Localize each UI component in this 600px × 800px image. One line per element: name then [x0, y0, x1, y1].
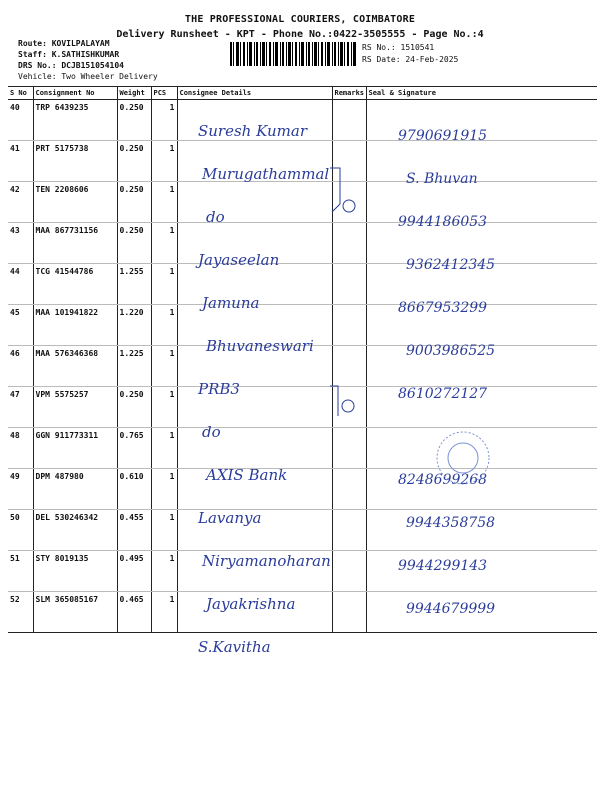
handwritten-consignee: Jayakrishna: [206, 595, 296, 613]
runsheet-table: [8, 86, 597, 633]
consignment-cell: TRP 6439235: [33, 100, 117, 141]
pcs-cell: 1: [151, 592, 177, 633]
remarks-cell: [332, 469, 366, 510]
handwritten-consignee: S.Kavitha: [198, 638, 271, 656]
consignment-cell: SLM 365085167: [33, 592, 117, 633]
handwritten-signature: 9362412345: [406, 257, 496, 273]
remarks-cell: [332, 141, 366, 182]
handwritten-signature: 8248699268: [398, 472, 488, 488]
remarks-cell: [332, 100, 366, 141]
handwritten-signature: S. Bhuvan: [406, 171, 478, 187]
table-row: [8, 264, 597, 305]
table-row: [8, 428, 597, 469]
consignee-cell: [177, 182, 332, 223]
pcs-cell: 1: [151, 551, 177, 592]
handwritten-consignee: PRB3: [198, 380, 240, 398]
sno-cell: 45: [8, 305, 33, 346]
remarks-cell: [332, 223, 366, 264]
weight-cell: 0.495: [117, 551, 151, 592]
vehicle-label: Vehicle: Two Wheeler Delivery: [18, 72, 158, 81]
table-row: [8, 223, 597, 264]
signature-cell: [366, 428, 597, 469]
weight-cell: 0.250: [117, 100, 151, 141]
weight-cell: 0.765: [117, 428, 151, 469]
consignment-cell: TEN 2208606: [33, 182, 117, 223]
col-header-signature: Seal & Signature: [366, 87, 597, 100]
signature-cell: [366, 223, 597, 264]
pcs-cell: 1: [151, 305, 177, 346]
table-header-row: [8, 87, 597, 100]
sno-cell: 43: [8, 223, 33, 264]
barcode-image: [230, 42, 356, 66]
handwritten-consignee: Niryamanoharan: [202, 552, 331, 570]
remarks-cell: [332, 305, 366, 346]
pcs-cell: 1: [151, 182, 177, 223]
staff-label: Staff: K.SATHISHKUMAR: [18, 50, 120, 59]
consignee-cell: [177, 551, 332, 592]
remarks-cell: [332, 387, 366, 428]
remarks-cell: [332, 346, 366, 387]
consignment-cell: MAA 101941822: [33, 305, 117, 346]
pcs-cell: 1: [151, 510, 177, 551]
handwritten-signature: 9944299143: [398, 558, 488, 574]
route-label: Route: KOVILPALAYAM: [18, 39, 110, 48]
consignee-cell: [177, 387, 332, 428]
consignment-cell: GGN 911773311: [33, 428, 117, 469]
signature-cell: [366, 469, 597, 510]
table-row: [8, 387, 597, 428]
col-header-consignee: Consignee Details: [177, 87, 332, 100]
col-header-weight: Weight: [117, 87, 151, 100]
consignee-cell: [177, 592, 332, 633]
sno-cell: 48: [8, 428, 33, 469]
weight-cell: 1.225: [117, 346, 151, 387]
handwritten-signature: 9944186053: [398, 214, 488, 230]
signature-cell: [366, 264, 597, 305]
col-header-remarks: Remarks: [332, 87, 366, 100]
handwritten-consignee: Bhuvaneswari: [206, 337, 314, 355]
pcs-cell: 1: [151, 469, 177, 510]
rs-number: RS No.: 1510541: [362, 43, 435, 52]
consignee-cell: [177, 428, 332, 469]
handwritten-consignee: Suresh Kumar: [198, 122, 307, 140]
consignment-cell: VPM 5575257: [33, 387, 117, 428]
sno-cell: 40: [8, 100, 33, 141]
pcs-cell: 1: [151, 141, 177, 182]
consignee-cell: [177, 264, 332, 305]
handwritten-signature: 9944679999: [406, 601, 496, 617]
signature-cell: [366, 100, 597, 141]
signature-cell: [366, 510, 597, 551]
handwritten-consignee: Murugathammal: [202, 165, 330, 183]
handwritten-consignee: Jamuna: [202, 294, 260, 312]
signature-cell: [366, 592, 597, 633]
consignment-cell: MAA 867731156: [33, 223, 117, 264]
signature-cell: [366, 305, 597, 346]
table-row: [8, 141, 597, 182]
consignee-cell: [177, 100, 332, 141]
consignee-cell: [177, 141, 332, 182]
remarks-cell: [332, 510, 366, 551]
consignee-cell: [177, 305, 332, 346]
consignment-cell: DPM 487980: [33, 469, 117, 510]
handwritten-signature: 9003986525: [406, 343, 496, 359]
weight-cell: 0.250: [117, 182, 151, 223]
table-row: [8, 469, 597, 510]
page-subtitle: Delivery Runsheet - KPT - Phone No.:0422-3505555 - Page No.:4: [116, 29, 484, 40]
weight-cell: 0.455: [117, 510, 151, 551]
table-row: [8, 346, 597, 387]
weight-cell: 1.255: [117, 264, 151, 305]
signature-cell: [366, 551, 597, 592]
pcs-cell: 1: [151, 223, 177, 264]
weight-cell: 0.610: [117, 469, 151, 510]
sno-cell: 47: [8, 387, 33, 428]
weight-cell: 0.465: [117, 592, 151, 633]
remarks-cell: [332, 428, 366, 469]
remarks-cell: [332, 592, 366, 633]
table-row: [8, 551, 597, 592]
rs-date: RS Date: 24-Feb-2025: [362, 55, 459, 64]
consignee-cell: [177, 510, 332, 551]
consignment-cell: STY 8019135: [33, 551, 117, 592]
handwritten-consignee: do: [206, 208, 225, 226]
sno-cell: 46: [8, 346, 33, 387]
remarks-cell: [332, 551, 366, 592]
pcs-cell: 1: [151, 100, 177, 141]
weight-cell: 0.250: [117, 141, 151, 182]
weight-cell: 0.250: [117, 223, 151, 264]
signature-cell: [366, 182, 597, 223]
table-row: [8, 305, 597, 346]
col-header-consignment: Consignment No: [33, 87, 117, 100]
sno-cell: 42: [8, 182, 33, 223]
handwritten-consignee: Jayaseelan: [198, 251, 280, 269]
consignee-cell: [177, 469, 332, 510]
signature-cell: [366, 141, 597, 182]
table-row: [8, 592, 597, 633]
handwritten-consignee: Lavanya: [198, 509, 262, 527]
pcs-cell: 1: [151, 264, 177, 305]
sno-cell: 52: [8, 592, 33, 633]
sno-cell: 50: [8, 510, 33, 551]
pcs-cell: 1: [151, 346, 177, 387]
signature-cell: [366, 387, 597, 428]
consignment-cell: DEL 530246342: [33, 510, 117, 551]
consignment-cell: PRT 5175738: [33, 141, 117, 182]
sno-cell: 51: [8, 551, 33, 592]
sno-cell: 41: [8, 141, 33, 182]
handwritten-signature: 8610272127: [398, 386, 488, 402]
remarks-cell: [332, 264, 366, 305]
sno-cell: 44: [8, 264, 33, 305]
table-row: [8, 100, 597, 141]
table-row: [8, 182, 597, 223]
consignment-cell: TCG 41544786: [33, 264, 117, 305]
page-title: THE PROFESSIONAL COURIERS, COIMBATORE: [184, 14, 416, 25]
handwritten-consignee: AXIS Bank: [206, 466, 288, 484]
weight-cell: 0.250: [117, 387, 151, 428]
handwritten-signature: 8667953299: [398, 300, 488, 316]
signature-cell: [366, 346, 597, 387]
col-header-pcs: PCS: [151, 87, 177, 100]
col-header-sno: S No: [8, 87, 33, 100]
consignee-cell: [177, 346, 332, 387]
sno-cell: 49: [8, 469, 33, 510]
handwritten-signature: 9790691915: [398, 128, 488, 144]
consignee-cell: [177, 223, 332, 264]
weight-cell: 1.220: [117, 305, 151, 346]
drs-label: DRS No.: DCJB151054104: [18, 61, 124, 70]
handwritten-signature: 9944358758: [406, 515, 496, 531]
remarks-cell: [332, 182, 366, 223]
table-row: [8, 510, 597, 551]
pcs-cell: 1: [151, 387, 177, 428]
handwritten-consignee: do: [202, 423, 221, 441]
consignment-cell: MAA 576346368: [33, 346, 117, 387]
pcs-cell: 1: [151, 428, 177, 469]
